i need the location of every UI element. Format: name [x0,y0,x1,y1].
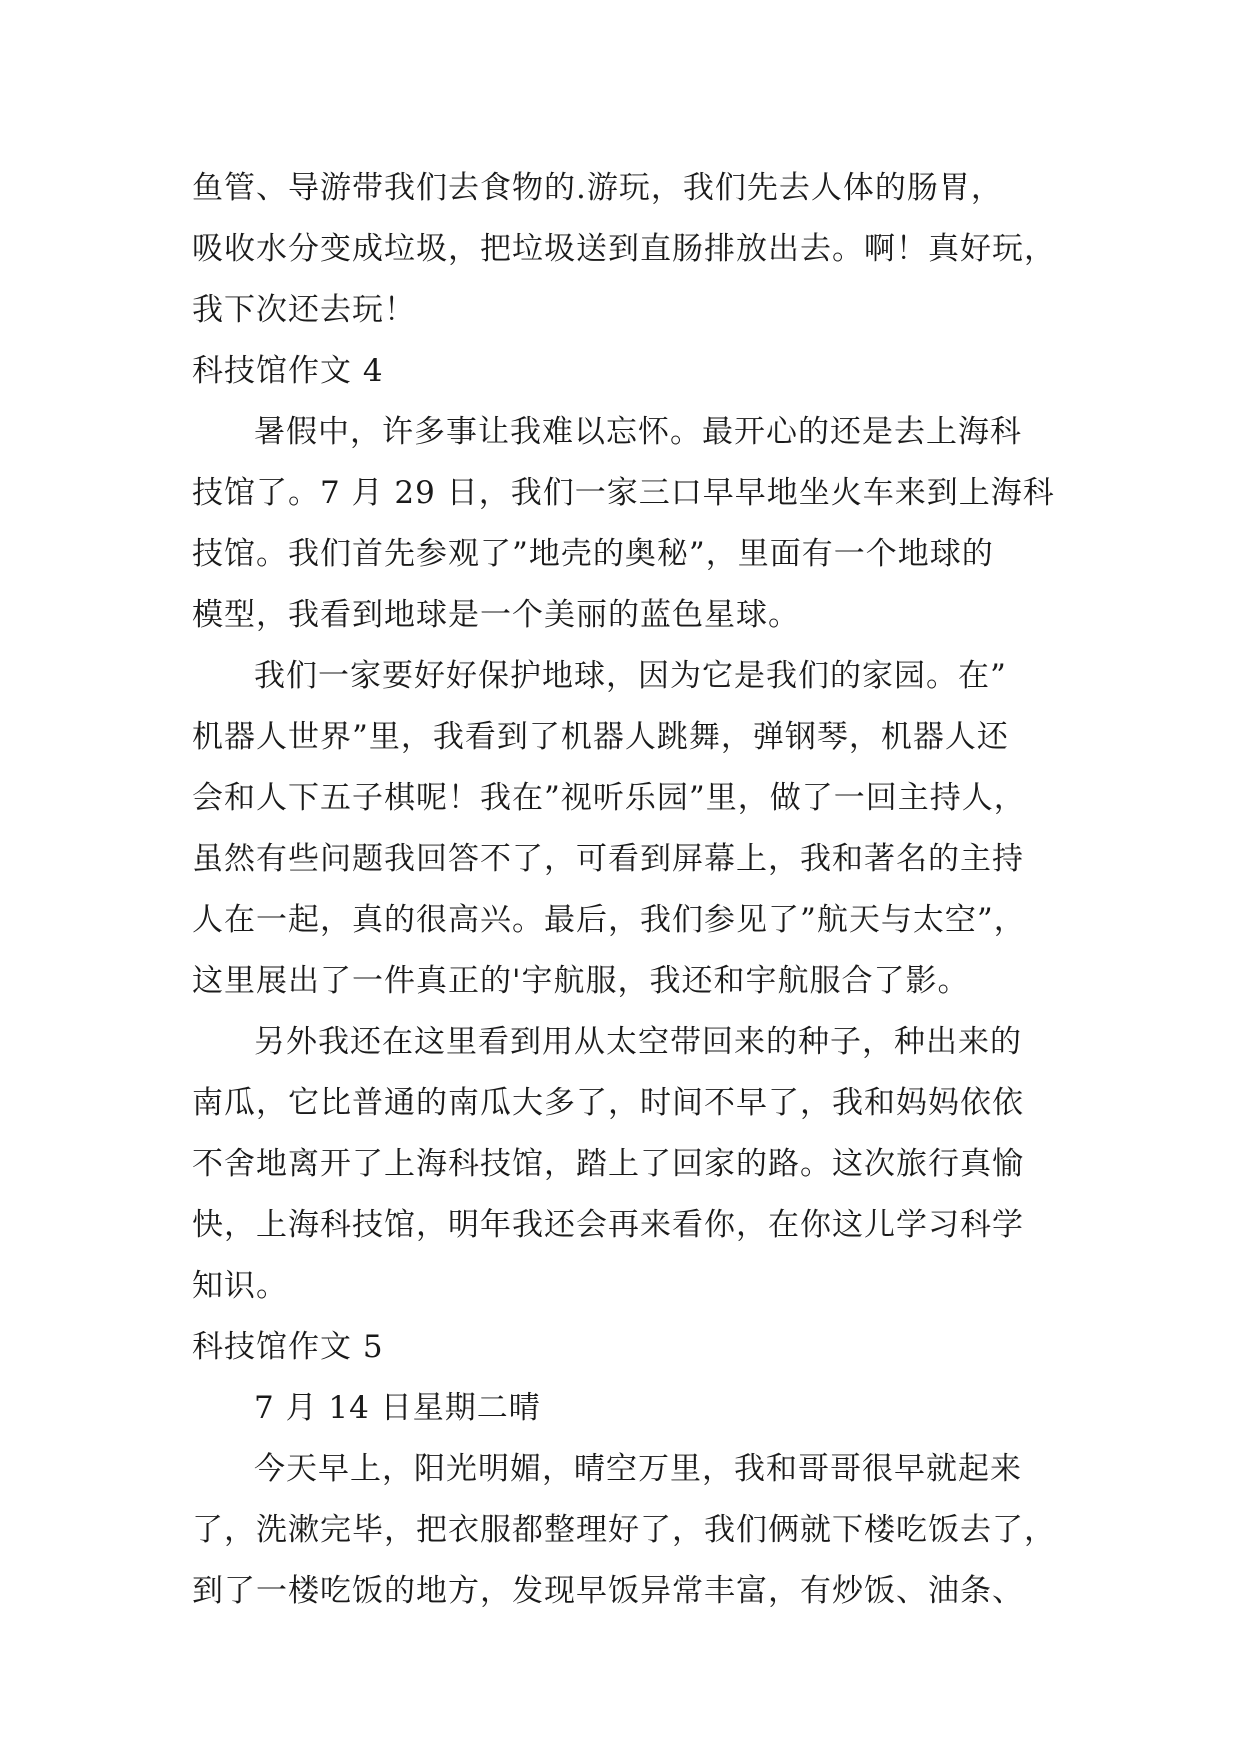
text-line: 会和人下五子棋呢！我在”视听乐园”里，做了一回主持人， [192,780,1026,816]
section-heading: 科技馆作文 5 [192,1329,384,1365]
section-heading: 科技馆作文 4 [192,353,384,389]
text-line: 不舍地离开了上海科技馆，踏上了回家的路。这次旅行真愉 [192,1146,1024,1182]
date-line: 7 月 14 日星期二晴 [254,1390,541,1426]
text-line: 我下次还去玩！ [192,292,416,328]
text-line: 人在一起，真的很高兴。最后，我们参见了”航天与太空”， [192,902,1026,938]
text-line: 另外我还在这里看到用从太空带回来的种子，种出来的 [254,1024,1022,1060]
text-body [192,158,1082,1622]
text-line: 虽然有些问题我回答不了，可看到屏幕上，我和著名的主持 [192,841,1024,877]
text-line: 吸收水分变成垃圾，把垃圾送到直肠排放出去。啊！真好玩， [192,231,1056,267]
text-line: 知识。 [192,1268,288,1304]
text-line: 了，洗漱完毕，把衣服都整理好了，我们俩就下楼吃饭去了， [192,1512,1056,1548]
text-line: 技馆。我们首先参观了”地壳的奥秘”，里面有一个地球的 [192,536,994,572]
text-line: 机器人世界”里，我看到了机器人跳舞，弹钢琴，机器人还 [192,719,1009,755]
text-line: 鱼管、导游带我们去食物的.游玩，我们先去人体的肠胃， [192,170,1003,206]
text-line: 我们一家要好好保护地球，因为它是我们的家园。在” [254,658,1007,694]
text-line: 到了一楼吃饭的地方，发现早饭异常丰富，有炒饭、油条、 [192,1573,1024,1609]
text-line: 这里展出了一件真正的'宇航服，我还和宇航服合了影。 [192,963,970,999]
text-line: 南瓜，它比普通的南瓜大多了，时间不早了，我和妈妈依依 [192,1085,1024,1121]
text-line: 暑假中，许多事让我难以忘怀。最开心的还是去上海科 [254,414,1022,450]
text-line: 模型，我看到地球是一个美丽的蓝色星球。 [192,597,800,633]
text-line: 技馆了。7 月 29 日，我们一家三口早早地坐火车来到上海科 [192,475,1055,511]
text-line: 今天早上，阳光明媚，晴空万里，我和哥哥很早就起来 [254,1451,1022,1487]
text-line: 快，上海科技馆，明年我还会再来看你，在你这儿学习科学 [192,1207,1024,1243]
